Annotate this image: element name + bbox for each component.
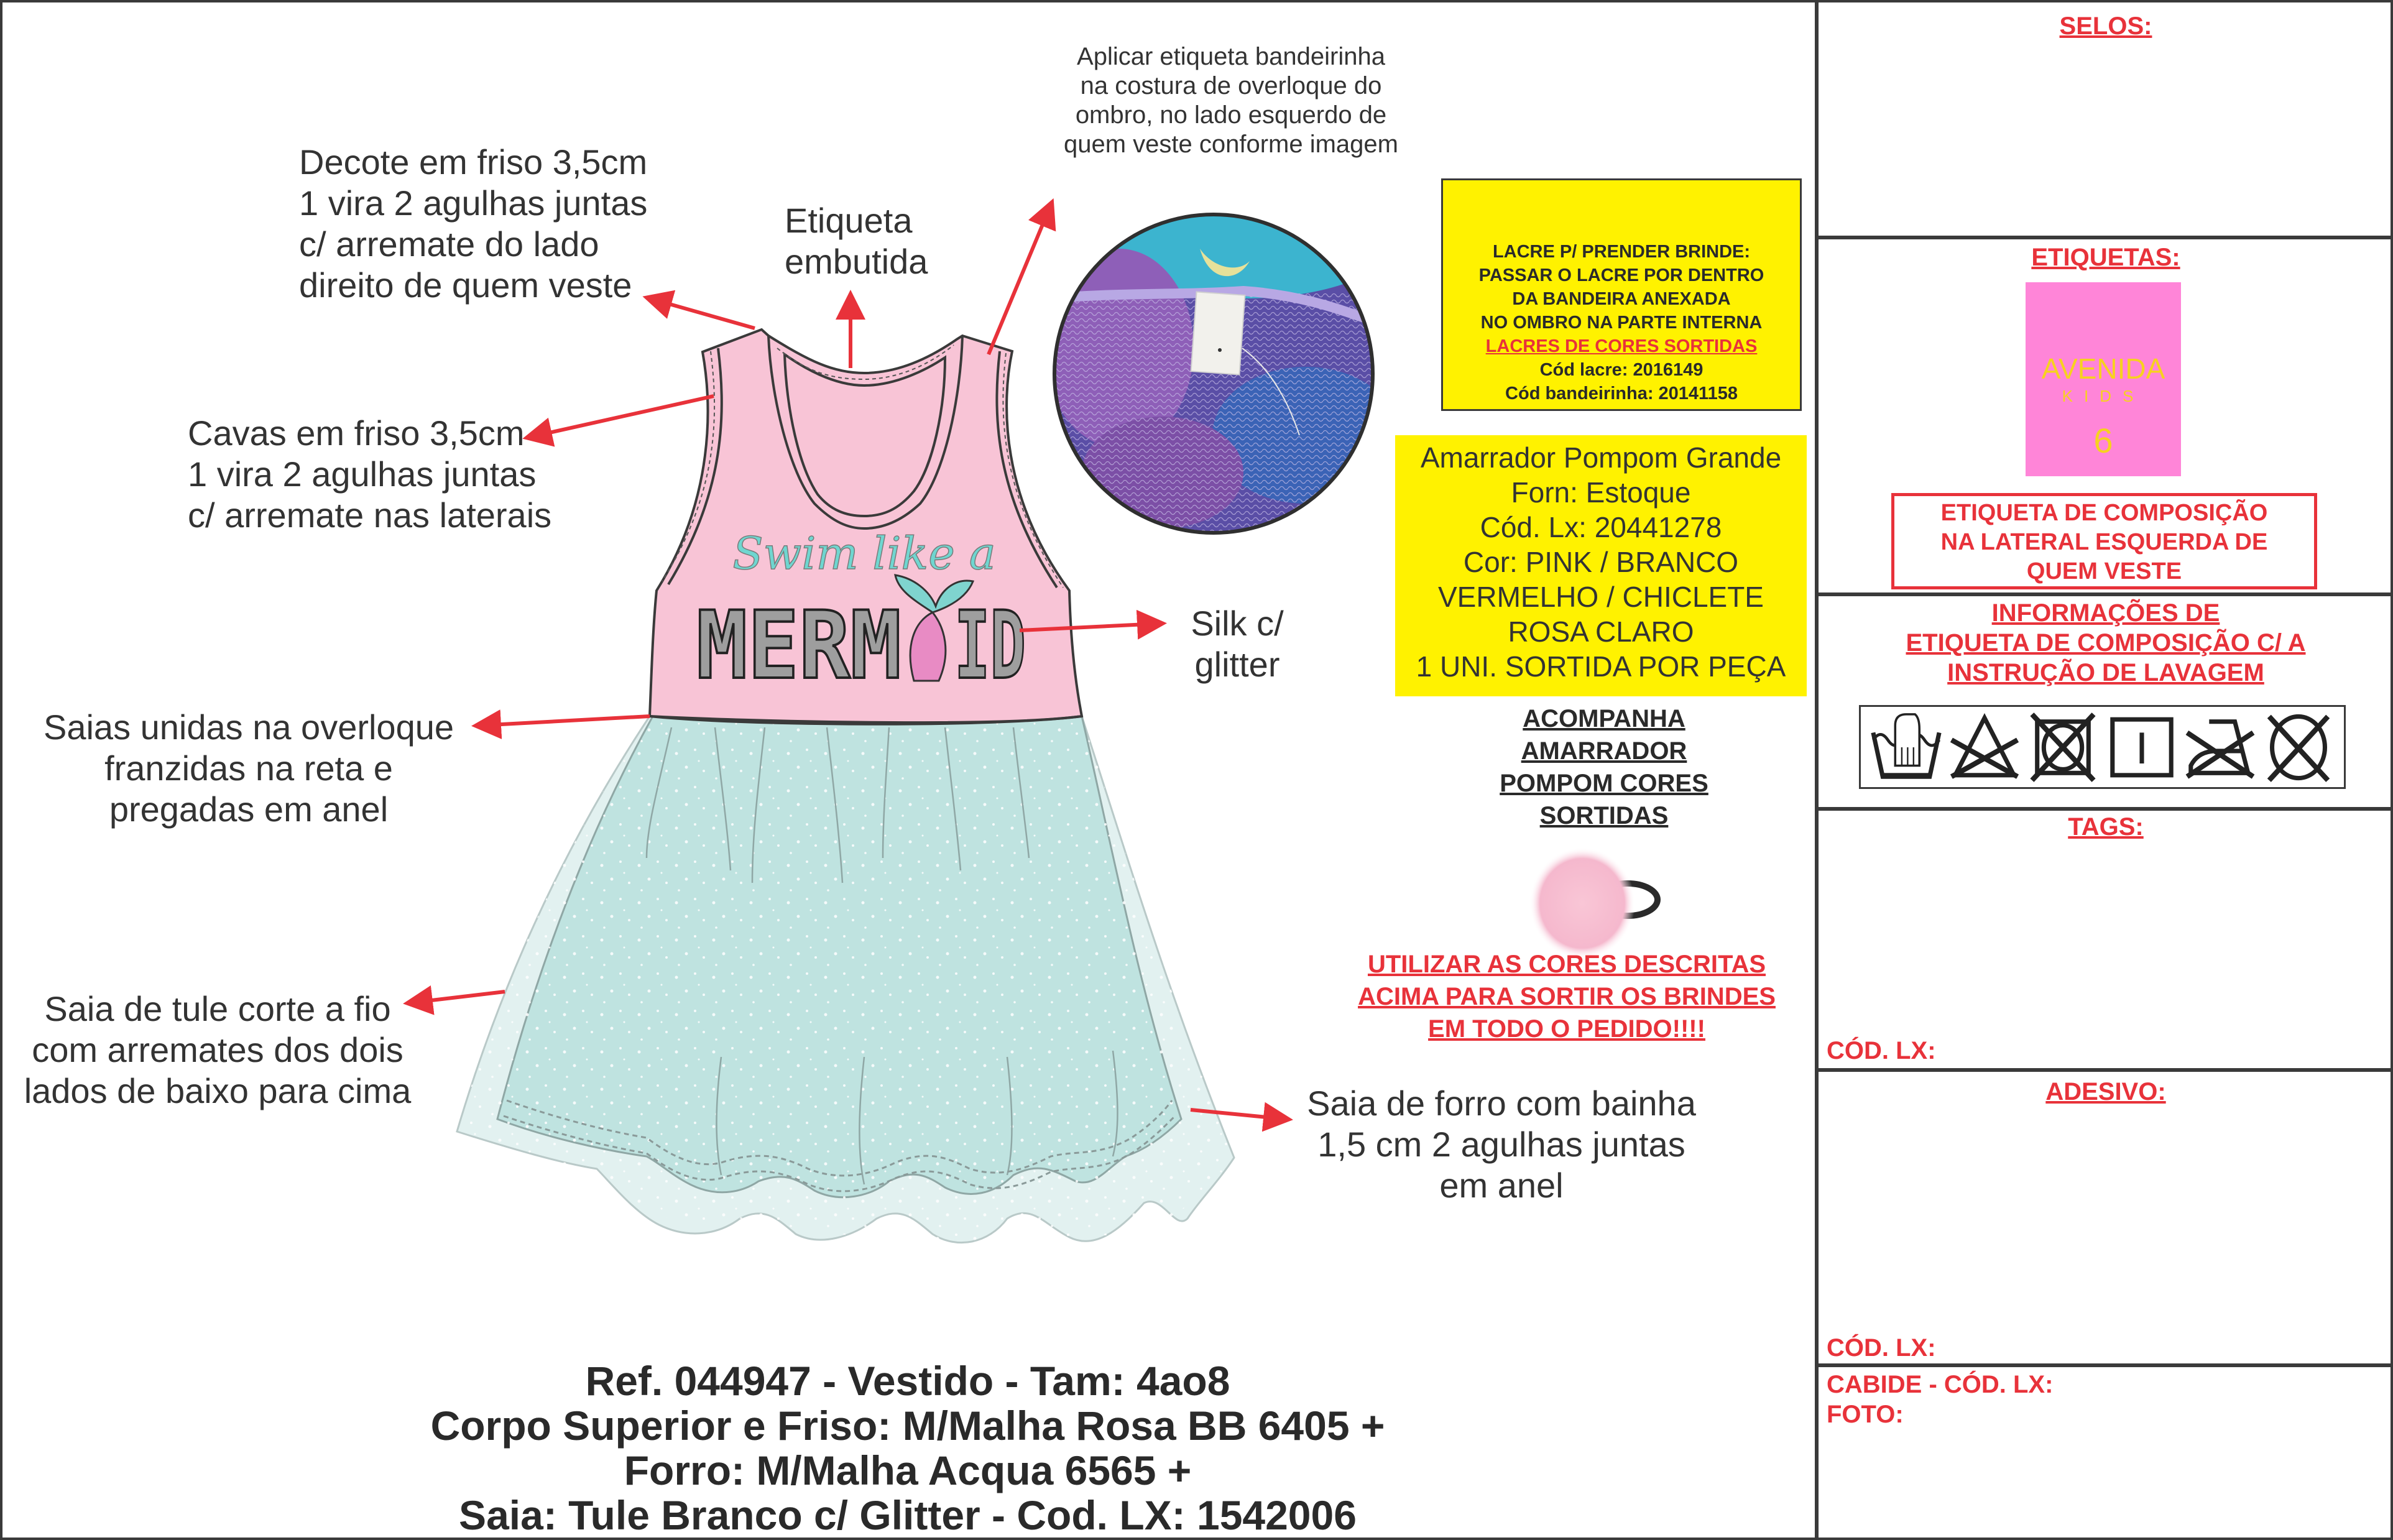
note-line: pregadas em anel: [109, 790, 389, 829]
brand-label-sub: KIDS: [2062, 387, 2145, 405]
note-line: Decote em friso 3,5cm: [299, 142, 648, 182]
adesivo-title: ADESIVO:: [2045, 1078, 2166, 1105]
note-line: embutida: [785, 242, 928, 281]
print-script-text: Swim like a: [732, 527, 996, 579]
section-divider: [1816, 1363, 2393, 1367]
no-bleach-icon: [1948, 711, 2021, 784]
amarrador-info-box: [1395, 435, 1807, 696]
acompanha-line: SORTIDAS: [1539, 802, 1669, 829]
lacre-info-box: [1441, 178, 1802, 411]
note-line: Silk c/: [1191, 604, 1284, 643]
note-line: 1 vira 2 agulhas juntas: [299, 183, 648, 223]
etiquetas-title: ETIQUETAS:: [2031, 244, 2180, 271]
note-line: ombro, no lado esquerdo de: [1075, 101, 1387, 129]
lacre-warning: LACRES DE CORES SORTIDAS: [1485, 336, 1758, 356]
flag-label-photo: [1191, 292, 1245, 374]
section-divider: [1816, 592, 2393, 596]
acompanha-line: ACOMPANHA: [1523, 705, 1685, 732]
note-line: c/ arremate nas laterais: [188, 496, 552, 535]
print-headline-left: MERM: [696, 592, 901, 700]
note-line: Aplicar etiqueta bandeirinha: [1077, 43, 1385, 70]
acompanha-line: AMARRADOR: [1521, 737, 1687, 765]
detail-photo: [1044, 187, 1399, 541]
cabide-cod-lx: CABIDE - CÓD. LX:: [1827, 1371, 2054, 1398]
warning-line: ACIMA PARA SORTIR OS BRINDES: [1358, 983, 1776, 1010]
note-line: Etiqueta: [785, 201, 913, 240]
section-divider: [1816, 807, 2393, 811]
foto-label: FOTO:: [1827, 1401, 1904, 1428]
section-divider: [1816, 236, 2393, 239]
acompanha-note: [1430, 703, 1778, 832]
line-dry-icon: [2105, 711, 2179, 784]
amarrador-line: Amarrador Pompom Grande: [1420, 441, 1782, 474]
product-lining-fabric: Forro: M/Malha Acqua 6565 +: [624, 1447, 1192, 1493]
amarrador-line: VERMELHO / CHICLETE: [1438, 581, 1764, 613]
no-iron-icon: [2183, 711, 2257, 784]
note-line: 1,5 cm 2 agulhas juntas: [1317, 1125, 1685, 1164]
pompom-icon: [1529, 847, 1658, 959]
amarrador-line: Forn: Estoque: [1511, 476, 1691, 509]
warning-line: EM TODO O PEDIDO!!!!: [1428, 1015, 1705, 1043]
amarrador-line: ROSA CLARO: [1508, 616, 1694, 648]
note-line: com arremates dos dois: [32, 1030, 403, 1069]
product-spec: [280, 1358, 1536, 1538]
glitter-overlay: [454, 715, 1237, 1250]
note-line: direito de quem veste: [299, 265, 632, 305]
note-line: Cavas em friso 3,5cm: [188, 413, 525, 453]
info-title: [1819, 598, 2393, 688]
print-headline-right: ID: [954, 592, 1026, 700]
adesivo-cod-lx: CÓD. LX:: [1827, 1334, 1936, 1362]
note-line: Saias unidas na overloque: [43, 708, 454, 747]
brand-label-name: AVENIDA: [2041, 353, 2165, 385]
composicao-line: QUEM VESTE: [2026, 558, 2182, 584]
arrow-decote: [650, 298, 755, 328]
tags-title: TAGS:: [2068, 813, 2144, 841]
lacre-line: DA BANDEIRA ANEXADA: [1512, 289, 1731, 309]
lacre-line: NO OMBRO NA PARTE INTERNA: [1480, 313, 1763, 333]
note-line: Saia de tule corte a fio: [44, 989, 391, 1028]
note-line: em anel: [1439, 1166, 1564, 1205]
note-line: glitter: [1194, 645, 1280, 684]
product-ref: Ref. 044947 - Vestido - Tam: 4ao8: [585, 1358, 1230, 1404]
hand-wash-icon: [1870, 711, 1943, 784]
no-dry-clean-icon: [2262, 711, 2335, 784]
lacre-line: LACRE P/ PRENDER BRINDE:: [1492, 242, 1751, 262]
lacre-line: PASSAR O LACRE POR DENTRO: [1478, 265, 1764, 285]
acompanha-line: POMPOM CORES: [1500, 770, 1708, 797]
note-line: franzidas na reta e: [104, 749, 393, 788]
utilizar-cores-warning: [1318, 948, 1815, 1045]
note-line: c/ arremate do lado: [299, 224, 599, 264]
section-divider: [1816, 1068, 2393, 1072]
care-symbols: [1859, 705, 2346, 789]
cod-lacre: Cód lacre: 2016149: [1539, 360, 1704, 380]
info-title-line: ETIQUETA DE COMPOSIÇÃO C/ A: [1906, 629, 2306, 657]
amarrador-line: Cód. Lx: 20441278: [1480, 511, 1722, 543]
warning-line: UTILIZAR AS CORES DESCRITAS: [1367, 951, 1766, 978]
arrow-aplicar-etiqueta: [989, 205, 1051, 354]
note-line: 1 vira 2 agulhas juntas: [188, 454, 537, 494]
note-line: Saia de forro com bainha: [1307, 1084, 1696, 1123]
brand-label: [2026, 282, 2181, 476]
composicao-note-box: [1891, 493, 2317, 589]
composicao-line: NA LATERAL ESQUERDA DE: [1940, 529, 2268, 555]
amarrador-line: 1 UNI. SORTIDA POR PEÇA: [1416, 650, 1786, 683]
brand-label-size: 6: [2093, 421, 2113, 460]
note-line: lados de baixo para cima: [24, 1071, 412, 1110]
product-body-fabric: Corpo Superior e Friso: M/Malha Rosa BB 6405 +: [430, 1403, 1385, 1449]
info-title-line: INSTRUÇÃO DE LAVAGEM: [1947, 659, 2264, 686]
note-line: na costura de overloque do: [1080, 72, 1382, 99]
arrow-cavas: [530, 396, 714, 437]
selos-title: SELOS:: [2059, 12, 2152, 40]
no-tumble-dry-icon: [2026, 711, 2100, 784]
cod-bandeirinha: Cód bandeirinha: 20141158: [1505, 384, 1738, 403]
amarrador-line: Cor: PINK / BRANCO: [1463, 546, 1739, 578]
info-title-line: INFORMAÇÕES DE: [1991, 599, 2220, 627]
composicao-line: ETIQUETA DE COMPOSIÇÃO: [1940, 500, 2268, 526]
product-skirt-fabric: Saia: Tule Branco c/ Glitter - Cod. LX: 1542006: [459, 1492, 1357, 1538]
tags-cod-lx: CÓD. LX:: [1827, 1037, 1936, 1064]
note-line: quem veste conforme imagem: [1063, 131, 1398, 158]
